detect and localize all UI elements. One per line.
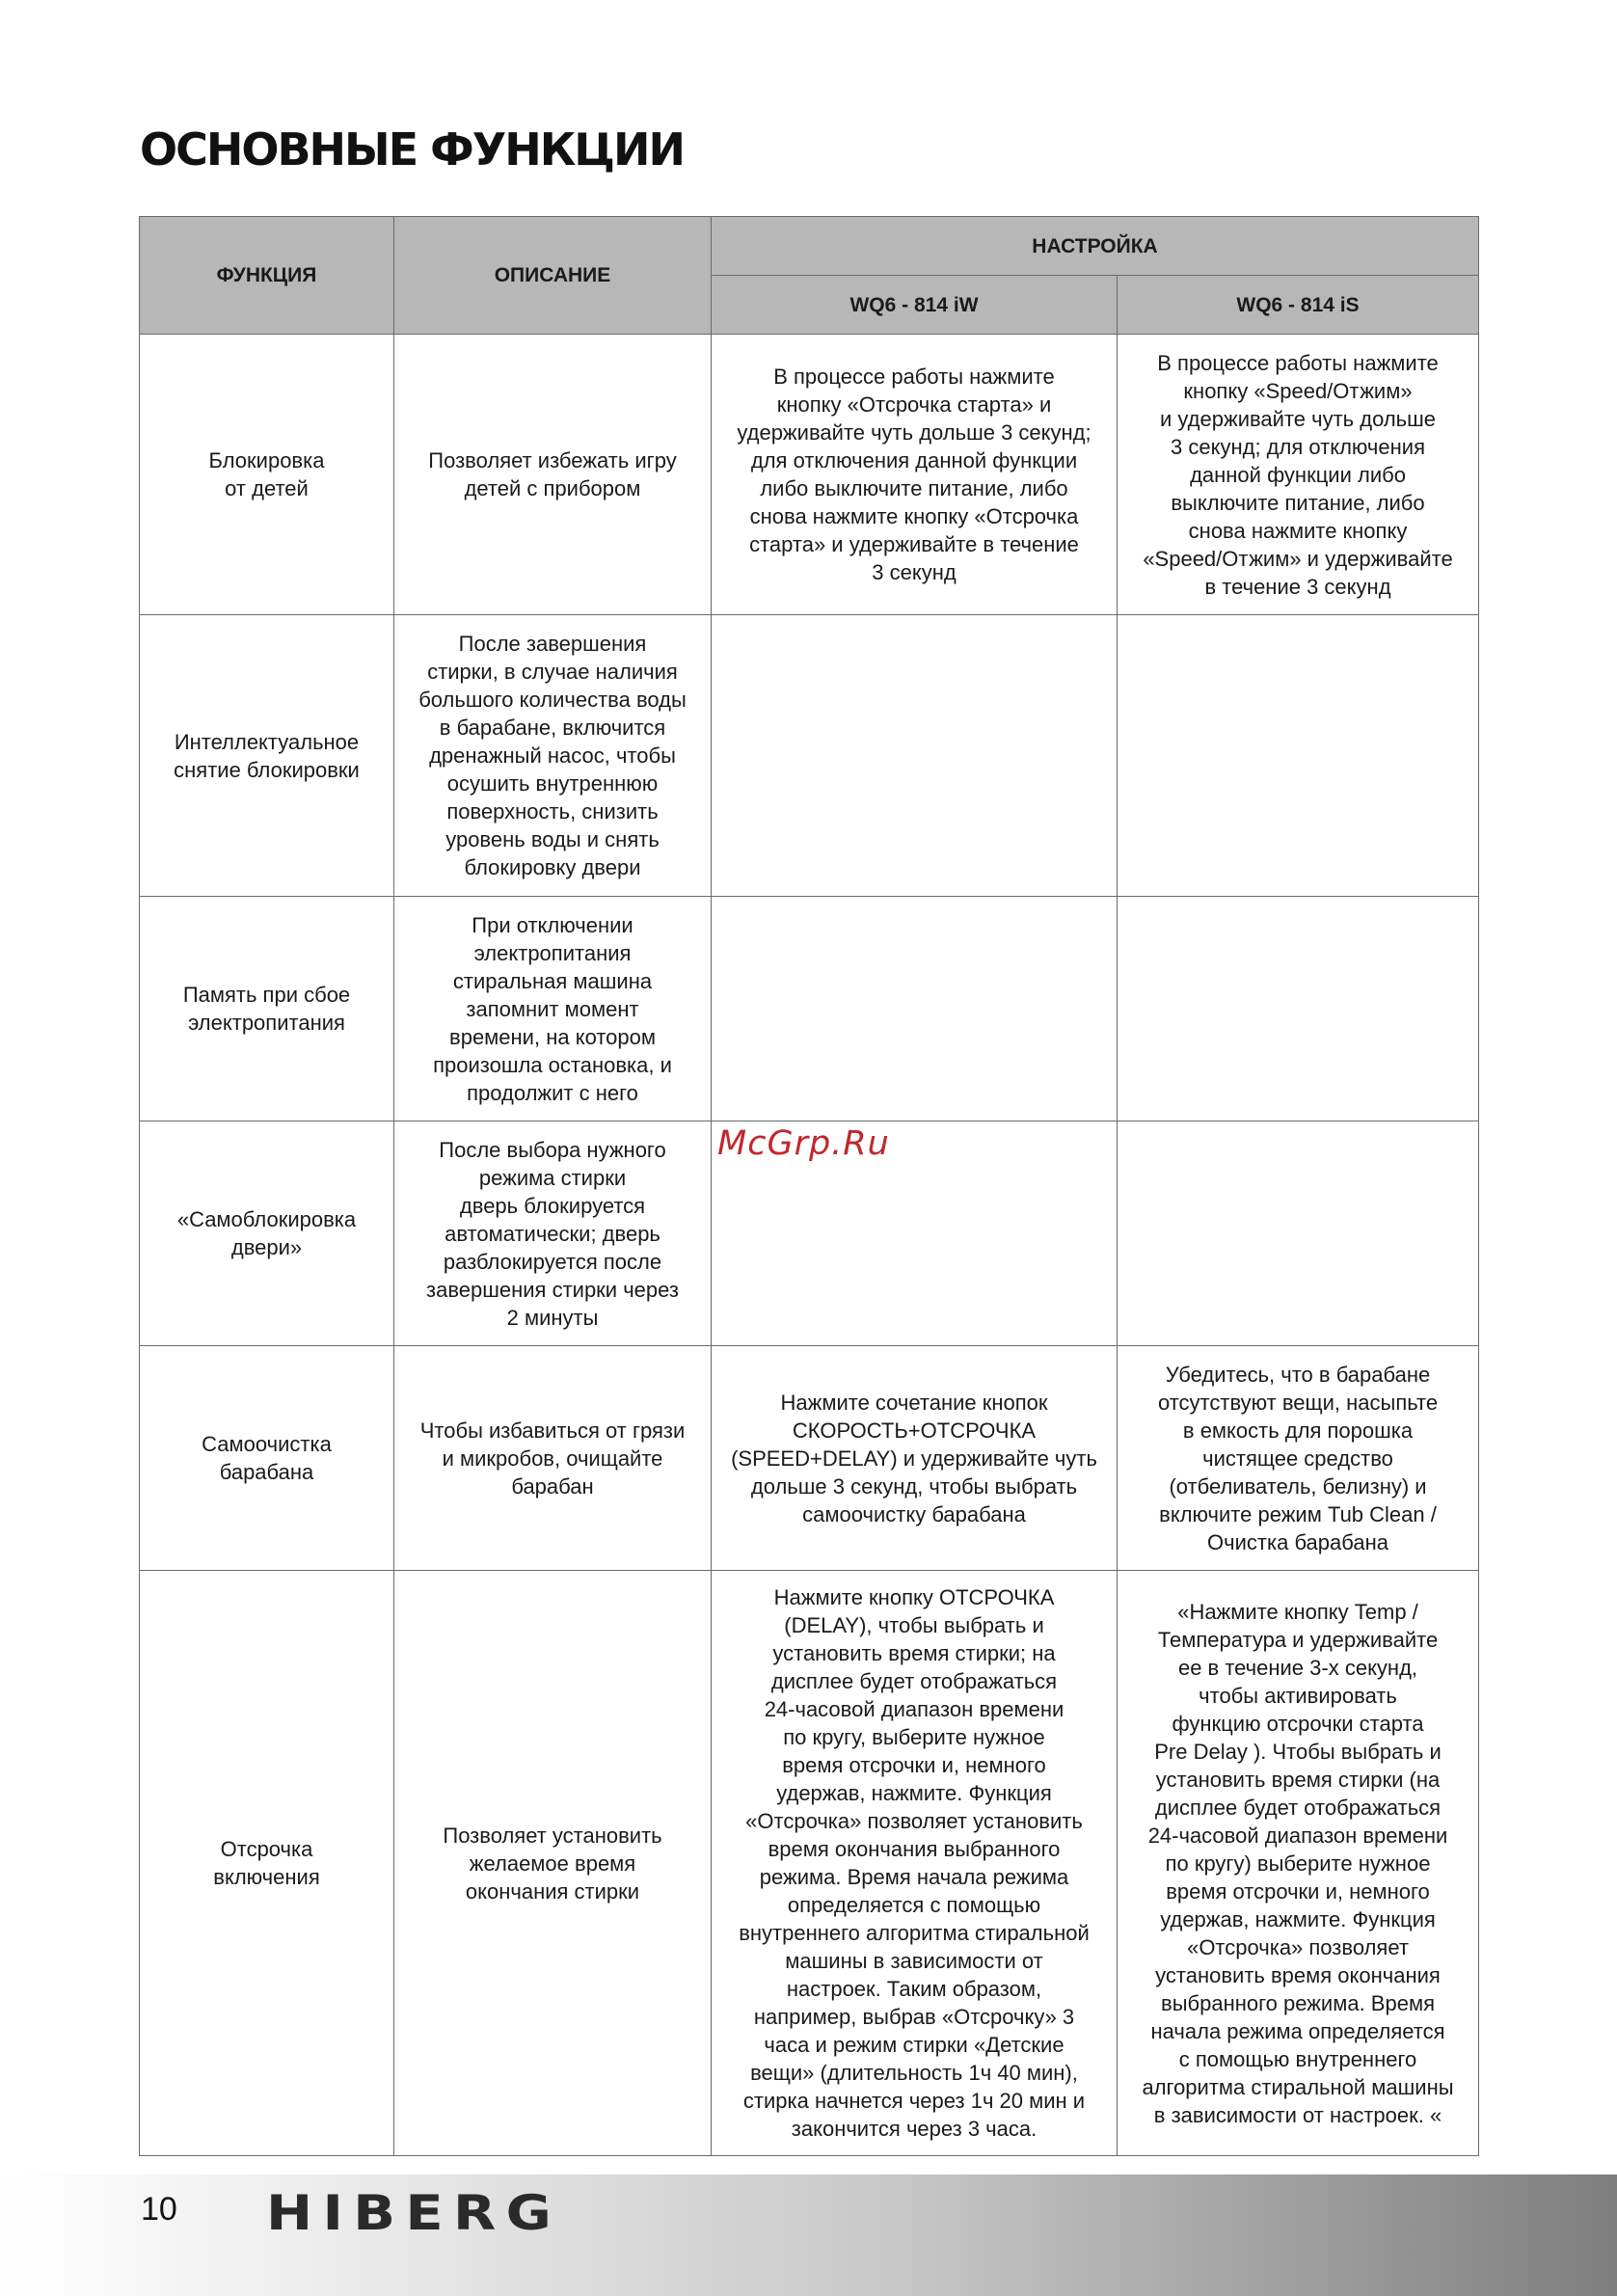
page-title: ОСНОВНЫЕ ФУНКЦИИ [140,123,684,176]
table-row [140,1571,1479,2156]
header-setting: НАСТРОЙКА [712,217,1479,276]
header-model-b: WQ6 - 814 iS [1118,276,1479,335]
cell-function: Интеллектуальное снятие блокировки [140,615,394,897]
functions-table [139,216,1479,2156]
header-function: ФУНКЦИЯ [140,217,394,335]
cell-function: Память при сбое электропитания [140,897,394,1121]
cell-model-a: В процессе работы нажмите кнопку «Отсрочка старта» и удерживайте чуть дольше 3 секунд; для отключения данной функции либо выключите питание, либо снова нажмите кнопку «Отсрочка старта» и удерживайте в течение 3 секунд [712,335,1118,615]
cell-function: Самоочистка барабана [140,1346,394,1571]
table-row [140,897,1479,1121]
cell-function: Блокировка от детей [140,335,394,615]
header-description: ОПИСАНИЕ [394,217,712,335]
cell-model-b: В процессе работы нажмите кнопку «Speed/Отжим» и удерживайте чуть дольше 3 секунд; для отключения данной функции либо выключите питание, либо снова нажмите кнопку «Speed/Отжим» и удерживайте в течение 3 секунд [1118,335,1479,615]
table-row [140,1346,1479,1571]
cell-function: «Самоблокировка двери» [140,1121,394,1346]
cell-description: При отключении электропитания стиральная машина запомнит момент времени, на котором произошла остановка, и продолжит с него [394,897,712,1121]
cell-model-b: «Нажмите кнопку Temp / Температура и удерживайте ее в течение 3-х секунд, чтобы активировать функцию отсрочки старта Pre Delay ). Чтобы выбрать и установить время стирки (на дисплее будет отображаться 24-часовой диапазон времени по кругу) выберите нужное время отсрочки и, немного удержав, нажмите. Функция «Отсрочка» позволяет установить время окончания выбранного режима. Время начала режима определяется с помощью внутреннего алгоритма стиральной машины в зависимости от настроек. « [1118,1571,1479,2156]
cell-model-b [1118,897,1479,1121]
brand-logo: HIBERG [266,2185,562,2241]
cell-model-a [712,615,1118,897]
page-number: 10 [141,2191,177,2228]
cell-model-a [712,897,1118,1121]
cell-description: Позволяет избежать игру детей с прибором [394,335,712,615]
cell-model-b [1118,1121,1479,1346]
cell-description: После выбора нужного режима стирки дверь блокируется автоматически; дверь разблокируется после завершения стирки через 2 минуты [394,1121,712,1346]
cell-function: Отсрочка включения [140,1571,394,2156]
cell-description: Позволяет установить желаемое время окончания стирки [394,1571,712,2156]
table-row [140,615,1479,897]
table-row [140,335,1479,615]
cell-model-b [1118,615,1479,897]
cell-model-b: Убедитесь, что в барабане отсутствуют вещи, насыпьте в емкость для порошка чистящее средство (отбеливатель, белизну) и включите режим Tub Clean / Очистка барабана [1118,1346,1479,1571]
cell-description: Чтобы избавиться от грязи и микробов, очищайте барабан [394,1346,712,1571]
header-model-a: WQ6 - 814 iW [712,276,1118,335]
watermark: McGrp.Ru [717,1124,890,1163]
cell-model-a: Нажмите сочетание кнопок СКОРОСТЬ+ОТСРОЧКА (SPEED+DELAY) и удерживайте чуть дольше 3 секунд, чтобы выбрать самоочистку барабана [712,1346,1118,1571]
footer-band [0,2174,1617,2296]
cell-description: После завершения стирки, в случае наличия большого количества воды в барабане, включится дренажный насос, чтобы осушить внутреннюю поверхность, снизить уровень воды и снять блокировку двери [394,615,712,897]
cell-model-a: Нажмите кнопку ОТСРОЧКА (DELAY), чтобы выбрать и установить время стирки; на дисплее будет отображаться 24-часовой диапазон времени по кругу, выберите нужное время отсрочки и, немного удержав, нажмите. Функция «Отсрочка» позволяет установить время окончания выбранного режима. Время начала режима определяется с помощью внутреннего алгоритма стиральной машины в зависимости от настроек. Таким образом, например, выбрав «Отсрочку» 3 часа и режим стирки «Детские вещи» (длительность 1ч 40 мин), стирка начнется через 1ч 20 мин и закончится через 3 часа. [712,1571,1118,2156]
